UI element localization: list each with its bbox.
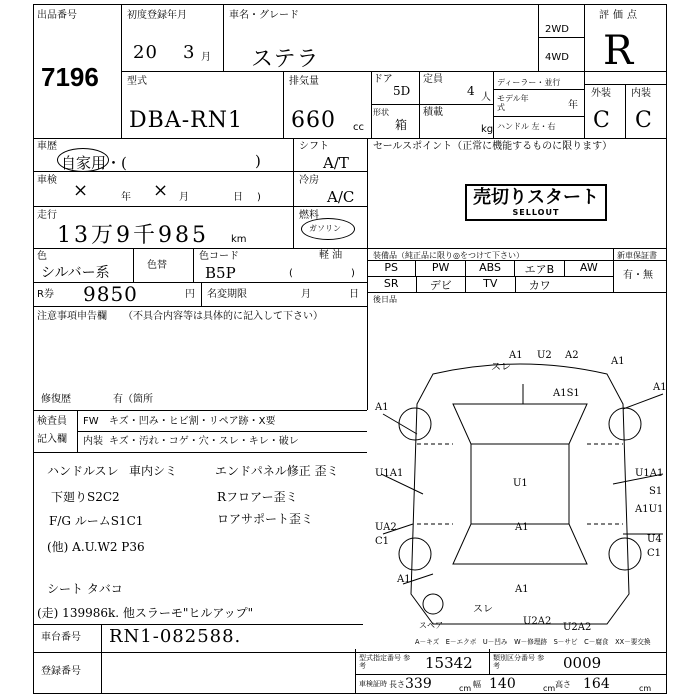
note-line-3b: ロアサポート歪ミ [217,512,314,526]
equipment-row-2 [367,277,564,292]
inspector-in-items: キズ・汚れ・コゲ・穴・スレ・キレ・破レ [109,436,299,447]
inspection-close: ) [257,192,261,203]
model-name: ステラ [251,47,320,72]
capacity-value: 4 [467,84,475,98]
fuel-circle-mark [301,218,355,240]
exterior-value: C [593,108,611,133]
history-value: 自家用・( [61,154,127,172]
door-line-left [417,444,453,524]
first-reg-month-unit: 月 [201,52,211,63]
dealer-label: ディーラー・並行 [497,78,561,87]
mark-a1-top-right: A1 [611,356,625,367]
drive-2wd: 2WD [545,24,569,35]
score-value: R [603,28,635,74]
name-change-month: 月 [301,289,311,300]
inspection-mark-month: × [153,180,170,201]
repair-label: 修復歴 [41,394,71,405]
inspection-year-unit: 年 [121,192,131,203]
equip-ps: PS [367,261,416,276]
note-line-1a: ハンドルスレ [47,464,119,478]
history-close: ) [255,152,261,170]
inspector-label-1: 検査員 [37,416,67,427]
mark-ua2-left: UA2 [375,522,397,533]
sales-point-label: セールスポイント（正常に機能するものに限ります） [373,141,613,152]
note-line-4: (他) A.U.W2 P36 [47,540,145,554]
fuel-gas: ガソリン [309,224,341,233]
width-value: 140 [489,676,516,692]
length-label: 長さ [389,680,405,689]
sellout-stamp [465,184,607,221]
displacement-label: 排気量 [289,76,319,87]
score-label: 評価点 [599,10,641,21]
first-reg-year: 20 [133,42,158,63]
notes-label: 注意事項申告欄 [37,311,107,322]
car-damage-diagram [373,334,667,634]
mark-a2: A2 [565,350,579,361]
mark-sure-top: スレ [491,362,511,373]
color-code-label: 色コード [199,251,239,262]
spare-tire [423,594,443,614]
inspector-fw-items: キズ・凹み・ヒビ割・リペア跡・X要 [109,416,276,427]
inspector-label-2: 記入欄 [37,434,67,445]
type-value: DBA-RN1 [129,108,243,133]
mark-u1-center: U1 [513,478,528,489]
first-reg-label: 初度登録年月 [127,10,187,21]
name-change-day: 日 [349,289,359,300]
equip-aw: AW [579,261,598,274]
equip-pw: PW [416,261,465,276]
fuel-diesel: 軽 油 [319,250,343,261]
equip-navi: デビ [417,277,467,292]
wheel-front-right [609,408,641,440]
registration-label: 登録番号 [41,666,81,677]
load-unit: kg [481,124,494,135]
fuel-label: 燃料 [299,210,319,221]
repair-value: 有（箇所 [113,394,153,405]
note-line-3a: F/G ルームS1C1 [49,514,144,528]
inspection-dims-label: 車検証時 [359,680,387,688]
displacement-unit: cc [353,122,364,133]
mark-a1-top: A1 [509,350,523,361]
history-circle-mark [57,148,109,172]
notes-sub: （不具合内容等は具体的に記入して下さい） [123,311,323,322]
height-value: 164 [583,676,610,692]
wheel-rear-left [399,538,431,570]
mark-a1u1-right: A1U1 [635,504,664,515]
equipment-label: 装備品（純正品に限り◎をつけて下さい） [373,251,524,260]
name-change-label: 名変期限 [207,289,247,300]
inspection-month-unit: 月 [179,192,189,203]
class-value: 0009 [563,654,602,672]
inspector-in-label: 内装 [83,436,103,447]
sellout-stamp-text: 売切りスタート [473,187,599,208]
displacement-value: 660 [291,108,336,133]
equip-abs: ABS [466,261,515,276]
equip-airbag: エアB [515,261,564,276]
mark-u2a2-bottom-left: U2A2 [523,616,552,627]
drive-4wd: 4WD [545,52,569,63]
mileage-unit: km [231,234,247,245]
mark-u1a1-right: U1A1 [635,468,664,479]
chassis-label: 車台番号 [41,632,81,643]
color-code-value: B5P [205,264,236,282]
exterior-label: 外装 [591,88,611,99]
mileage-label: 走行 [37,210,57,221]
model-year-label: モデル年式 [497,94,529,112]
car-windshield [453,404,587,444]
mark-a1-center-low: A1 [515,522,529,533]
type-designation-label: 型式指定番号 参考 [359,654,411,670]
type-designation-value: 15342 [425,654,473,672]
model-label: 車名・グレード [229,10,299,21]
equip-leather: カワ [528,279,551,292]
note-line-5: シート タバコ [47,582,123,596]
mark-sure-bottom: スレ [473,604,493,615]
ac-label: 冷房 [299,175,319,186]
width-label: 幅 [473,680,481,689]
fuel-close: ) [351,268,355,279]
interior-value: C [635,108,653,133]
class-label: 類別区分番号 参考 [493,654,545,670]
interior-label: 内装 [631,88,651,99]
mark-u2a2-bottom-right: U2A2 [563,622,592,633]
mark-a1s1: A1S1 [553,388,580,399]
height-unit: cm [639,684,652,693]
equip-tv: TV [466,277,516,292]
warranty-value: 有・無 [623,270,653,281]
length-value: 339 [405,676,432,692]
wheel-rear-right [609,538,641,570]
equip-sr: SR [367,277,417,292]
height-label: 高さ [555,680,571,689]
fuel-paren: ( [289,268,293,279]
capacity-unit: 人 [481,92,491,103]
inspection-label: 車検 [37,175,57,186]
note-line-1c: エンドパネル修正 歪ミ [215,464,339,478]
aftermarket-label: 後日品 [373,295,397,304]
mark-a1-bottom: A1 [515,584,529,595]
load-label: 積載 [423,107,443,118]
capacity-label: 定員 [423,74,443,85]
color-value: シルバー系 [41,265,110,281]
model-year-unit: 年 [568,100,578,111]
door-label: ドア [373,74,393,85]
mark-u2: U2 [537,350,552,361]
note-line-2a: 下廻りS2C2 [51,490,120,504]
type-label: 型式 [127,76,147,87]
mileage-value: 13万9千985 [57,223,209,248]
color-change-label: 色替 [147,260,167,271]
mark-u4: U4 [647,534,662,545]
inspector-fw-label: FW [83,416,99,427]
mark-a1-left-low: A1 [397,574,411,585]
inspection-mark-year: × [73,180,90,201]
door-value: 5D [393,84,411,98]
mark-a1-left: A1 [375,402,389,413]
shape-value: 箱 [395,118,408,132]
mark-c1-right: C1 [647,548,662,559]
chassis-value: RN1-082588. [109,626,242,647]
lot-label: 出品番号 [37,10,77,21]
mark-a1-right-top: A1 [653,382,667,393]
mark-s1-right: S1 [649,486,663,497]
note-line-2b: Rフロアー歪ミ [217,490,298,504]
handle-label: ハンドル 左・右 [497,122,556,131]
length-unit: cm [459,684,472,693]
history-label: 車歴 [37,141,57,152]
mark-u1a1-left: U1A1 [375,468,404,479]
mark-c1-left: C1 [375,536,390,547]
sellout-stamp-sub: SELLOUT [512,208,560,217]
shift-value: A/T [323,154,349,172]
door-line-right [587,444,623,524]
ticket-value: 9850 [83,282,138,306]
ticket-label: R券 [37,289,54,300]
color-label: 色 [37,251,47,262]
mark-spare: スペア [419,621,443,630]
equipment-row-1 [367,261,613,276]
shape-label: 形状 [373,108,389,117]
width-unit: cm [543,684,556,693]
lot-number: 7196 [41,62,99,92]
warranty-label: 新車保証書 [617,251,657,260]
shift-label: シフト [299,141,329,152]
diagram-legend: A－キズ E－エクボ U－凹み W－修理跡 S－サビ C－腐食 XX－要交換 [415,638,651,646]
ac-value: A/C [327,188,355,206]
wheel-front-left [399,408,431,440]
first-reg-month: 3 [183,42,196,63]
ticket-unit: 円 [185,289,195,300]
note-line-6: (走) 139986k. 他スラーモ"ヒルアップ" [37,606,254,620]
note-line-1b: 車内シミ [129,464,178,478]
inspection-day-unit: 日 [233,192,243,203]
auction-sheet [33,4,667,694]
